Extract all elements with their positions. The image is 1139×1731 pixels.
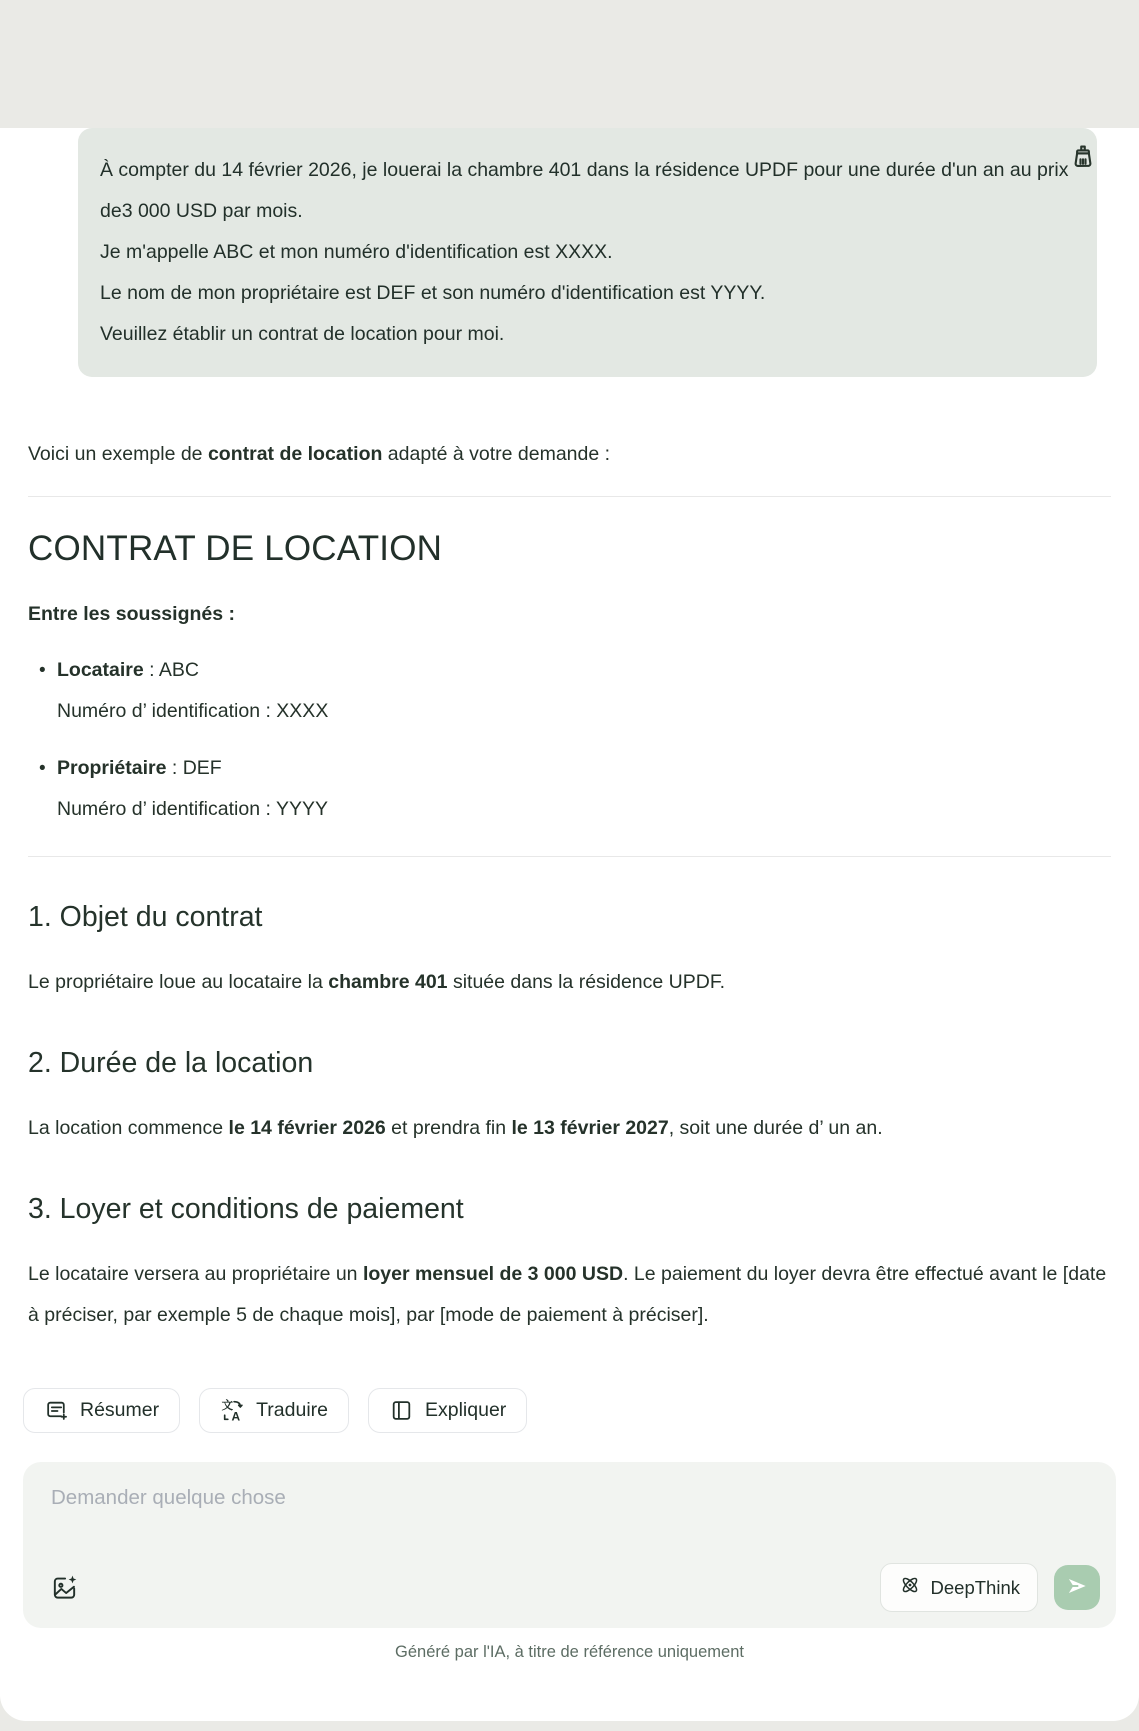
party-detail: Numéro d’ identification : XXXX	[57, 700, 329, 723]
party-label: Propriétaire	[57, 757, 167, 780]
user-message-line: Le nom de mon propriétaire est DEF et son numéro d'identification est YYYY.	[100, 282, 766, 304]
body-bold: loyer mensuel de 3 000 USD	[362, 1263, 624, 1286]
body-text: , soit une durée d’ un an.	[668, 1117, 883, 1140]
party-landlord	[57, 748, 328, 830]
summarize-label: Résumer	[80, 1399, 160, 1422]
summarize-button[interactable]	[23, 1388, 180, 1433]
response-intro	[28, 439, 1111, 470]
list-item	[28, 748, 1111, 830]
attach-image-button[interactable]	[49, 1573, 79, 1603]
intro-bold: contrat de location	[207, 443, 383, 465]
explain-label: Expliquer	[425, 1399, 507, 1422]
user-message-bubble	[78, 128, 1097, 377]
body-text: . Le paiement du loyer devra être effectué avant le [date à préciser, par exemple 5 de chaque mois], par [mode de paiement à préciser].	[28, 1263, 1107, 1327]
summarize-icon	[44, 1398, 69, 1423]
translate-label: Traduire	[256, 1399, 328, 1422]
intro-text: Voici un exemple de	[28, 443, 208, 465]
section-body	[28, 962, 1111, 1003]
book-icon	[389, 1398, 414, 1423]
composer-right-group	[880, 1563, 1100, 1612]
intro-text: adapté à votre demande :	[382, 443, 611, 465]
user-message-line: Veuillez établir un contrat de location pour moi.	[100, 323, 505, 345]
send-button[interactable]	[1054, 1565, 1100, 1610]
party-value: : ABC	[143, 659, 199, 682]
party-detail: Numéro d’ identification : YYYY	[57, 798, 328, 821]
user-message-line: À compter du 14 février 2026, je louerai la chambre 401 dans la résidence UPDF pour une durée d'un an au prix de3 000 USD par mois.	[100, 159, 1069, 222]
user-message-line: Je m'appelle ABC et mon numéro d'identification est XXXX.	[100, 241, 613, 263]
body-text: Le locataire versera au propriétaire un	[28, 1263, 363, 1286]
body-text: La location commence	[28, 1117, 229, 1140]
body-bold: chambre 401	[328, 971, 448, 994]
list-item	[28, 650, 1111, 732]
parties-list	[28, 650, 1111, 830]
svg-text:文: 文	[221, 1398, 234, 1413]
section-body	[28, 1108, 1111, 1149]
divider	[28, 856, 1111, 857]
divider	[28, 496, 1111, 497]
section-heading: 1. Objet du contrat	[28, 901, 263, 934]
deepthink-label: DeepThink	[930, 1576, 1020, 1598]
bullet-marker: •	[39, 660, 46, 682]
svg-text:A: A	[231, 1409, 241, 1424]
body-bold: le 14 février 2026	[228, 1117, 386, 1140]
chat-panel	[0, 128, 1139, 1721]
body-text: et prendra fin	[385, 1117, 512, 1140]
party-value: : DEF	[166, 757, 222, 780]
message-input[interactable]	[51, 1482, 1088, 1514]
party-tenant	[57, 650, 328, 732]
composer	[23, 1462, 1116, 1628]
explain-button[interactable]	[368, 1388, 527, 1433]
paper-plane-icon	[1064, 1573, 1090, 1602]
bullet-marker: •	[39, 758, 46, 780]
clear-chat-button[interactable]	[1067, 142, 1099, 174]
ai-disclaimer: Généré par l'IA, à titre de référence uniquement	[395, 1643, 744, 1662]
body-text: Le propriétaire loue au locataire la	[28, 971, 329, 994]
body-bold: le 13 février 2027	[511, 1117, 669, 1140]
image-sparkle-icon	[50, 1590, 79, 1605]
section-heading: 3. Loyer et conditions de paiement	[28, 1193, 464, 1226]
composer-toolbar	[49, 1563, 1100, 1612]
party-label: Locataire	[57, 659, 144, 682]
contract-title: CONTRAT DE LOCATION	[28, 529, 443, 569]
deepthink-toggle-button[interactable]	[880, 1563, 1038, 1612]
section-heading: 2. Durée de la location	[28, 1047, 314, 1080]
body-text: située dans la résidence UPDF.	[447, 971, 726, 994]
translate-icon	[220, 1398, 245, 1423]
parties-heading: Entre les soussignés :	[28, 603, 235, 626]
translate-button[interactable]	[199, 1388, 349, 1433]
assistant-response	[28, 439, 1111, 1336]
section-body	[28, 1254, 1111, 1336]
quick-actions	[23, 1388, 1139, 1433]
atom-icon	[898, 1573, 922, 1602]
broom-icon	[1068, 160, 1098, 175]
